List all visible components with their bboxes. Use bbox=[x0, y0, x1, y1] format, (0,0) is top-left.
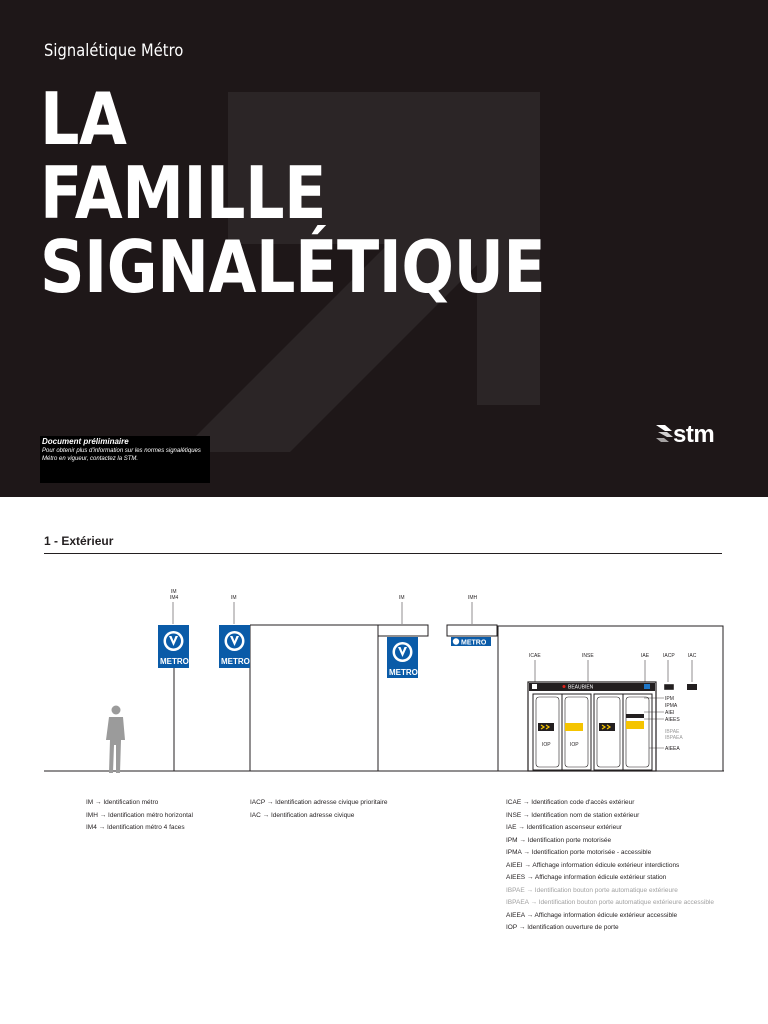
section-divider bbox=[44, 553, 722, 554]
person-silhouette-icon bbox=[106, 706, 125, 774]
legend-item: IACP → Identification adresse civique prioritaire bbox=[250, 799, 388, 806]
label-aiees: AIEES bbox=[665, 717, 680, 723]
label-ipma: IPMA bbox=[665, 703, 678, 709]
label-iac: IAC bbox=[688, 653, 697, 659]
legend-item: AIEEI → Affichage information édicule extérieur interdictions bbox=[506, 861, 680, 869]
label-aieea: AIEEA bbox=[665, 746, 680, 752]
page-title bbox=[40, 77, 628, 309]
title-line-2: FAMILLE bbox=[40, 151, 326, 235]
legend-column-2 bbox=[250, 797, 388, 822]
metro-text-4: METRO bbox=[461, 639, 487, 647]
legend-item: IAE → Identification ascenseur extérieur bbox=[506, 824, 622, 831]
title-line-3: SIGNALÉTIQUE bbox=[40, 225, 546, 309]
entrance-building bbox=[498, 626, 723, 771]
metro-text-3: METRO bbox=[389, 668, 418, 677]
stm-logo bbox=[656, 422, 728, 456]
stm-logo-text: stm bbox=[673, 421, 715, 448]
legend-item: AIEES → Affichage information édicule extérieur station bbox=[506, 874, 667, 881]
label-inse: INSE bbox=[582, 653, 594, 659]
label-ibpaea: IBPAEA bbox=[665, 735, 683, 741]
label-iacp: IACP bbox=[663, 653, 675, 659]
label-im-1: IM bbox=[231, 595, 237, 601]
label-imh: IMH bbox=[468, 595, 478, 601]
legend-item: IBPAEA → Identification bouton porte automatique extérieure accessible bbox=[506, 899, 715, 906]
legend-item: ICAE → Identification code d'accès extérieur bbox=[506, 799, 635, 806]
metro-text-1: METRO bbox=[160, 657, 189, 666]
legend-item: IBPAE → Identification bouton porte automatique extérieure bbox=[506, 886, 678, 894]
section-title: 1 - Extérieur bbox=[44, 534, 114, 548]
label-ibpae: IBPAE bbox=[665, 729, 680, 735]
label-iop-2: IOP bbox=[570, 742, 579, 748]
legend-item: IM4 → Identification métro 4 faces bbox=[86, 824, 185, 831]
legend-item: INSE → Identification nom de station extérieur bbox=[506, 811, 640, 819]
preliminary-notice bbox=[40, 436, 210, 483]
label-im-im4-bottom: IM4 bbox=[170, 595, 179, 601]
label-ipm: IPM bbox=[665, 696, 674, 702]
label-im-im4-top: IM bbox=[171, 589, 177, 595]
legend-item: IMH → Identification métro horizontal bbox=[86, 811, 193, 819]
title-line-1: LA bbox=[40, 77, 127, 161]
label-iae: IAE bbox=[641, 653, 650, 659]
imh-sign bbox=[447, 595, 497, 647]
exterior-signage-diagram bbox=[44, 580, 724, 780]
legend-item: IOP → Identification ouverture de porte bbox=[506, 924, 619, 931]
im-sign-canopy bbox=[378, 595, 498, 771]
legend-item: IM → Identification métro bbox=[86, 799, 159, 806]
station-name: BEAUBIEN bbox=[568, 684, 594, 691]
label-icae: ICAE bbox=[529, 653, 541, 659]
legend-item: IPMA → Identification porte motorisée - accessible bbox=[506, 849, 652, 856]
im-sign-wall-1 bbox=[219, 595, 378, 771]
legend-item: IPM → Identification porte motorisée bbox=[506, 836, 612, 844]
metro-text-2: METRO bbox=[221, 657, 250, 666]
legend-item: AIEEA → Affichage information édicule extérieur accessible bbox=[506, 911, 678, 919]
legend-column-3 bbox=[506, 797, 714, 935]
legend-column-1 bbox=[86, 797, 193, 835]
document-subtitle: Signalétique Métro bbox=[44, 41, 184, 61]
cover bbox=[0, 0, 768, 497]
label-iop-1: IOP bbox=[542, 742, 551, 748]
legend-item: IAC → Identification adresse civique bbox=[250, 811, 355, 819]
im-im4-sign bbox=[158, 589, 189, 771]
label-im-2: IM bbox=[399, 595, 405, 601]
preliminary-title: Document préliminaire bbox=[42, 437, 129, 446]
preliminary-text: Pour obtenir plus d'information sur les normes signalétiques Métro en vigueur, contactez la STM. bbox=[42, 448, 201, 462]
label-aiei: AIEI bbox=[665, 710, 675, 716]
